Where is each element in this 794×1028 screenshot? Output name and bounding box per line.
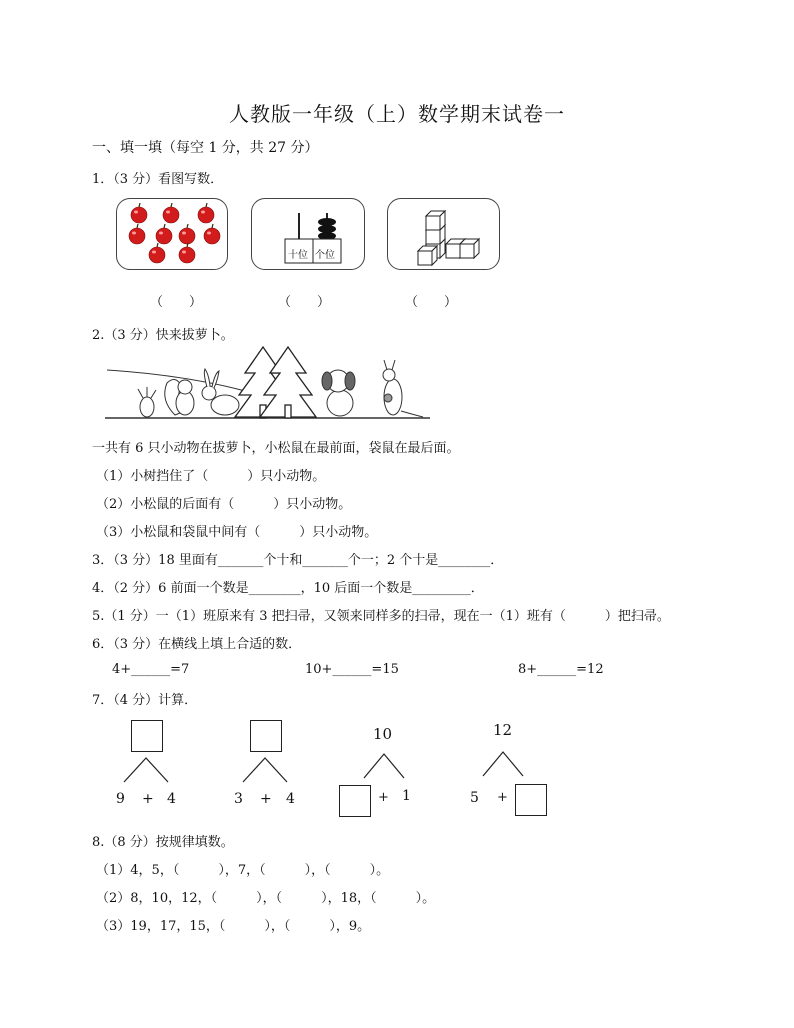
question-2-item-1: （1）小树挡住了（ ）只小动物。 [96, 469, 326, 484]
apple-icon [156, 224, 172, 244]
answer-box[interactable] [250, 720, 282, 752]
cubes-icon [388, 199, 499, 269]
apple-icon [149, 243, 165, 263]
question-2-label: 2.（3 分）快来拔萝卜。 [92, 328, 234, 343]
apple-icon [129, 224, 145, 244]
plus-sign: + [260, 791, 272, 807]
answer-box[interactable] [131, 720, 163, 752]
question-7-label: 7．（4 分）计算． [92, 693, 198, 708]
animals-pulling-radish-illustration [105, 345, 435, 425]
apple-icon [204, 224, 220, 244]
question-3: 3．（3 分）18 里面有_______个十和_______个一；2 个十是________． [92, 553, 504, 568]
radish-icon [138, 387, 156, 417]
apple-icon [179, 224, 195, 244]
equation-3: 8+______=12 [518, 662, 604, 677]
answer-blank-2[interactable]: （ ） [278, 295, 331, 310]
dog-icon [322, 370, 355, 416]
question-8-item-3: （3）19，17，15，（ ），（ ），9。 [96, 919, 371, 934]
question-5: 5.（1 分）一（1）班原来有 3 把扫帚，又领来同样多的扫帚，现在一（1）班有（ ）把扫帚。 [92, 609, 670, 624]
question-8-label: 8.（8 分）按规律填数。 [92, 835, 234, 850]
kangaroo-icon [383, 360, 423, 417]
tens-place-label: 十位 [288, 250, 308, 261]
squirrel-icon [165, 379, 194, 415]
equation-1: 4+______=7 [112, 662, 190, 677]
apple-icons [117, 199, 227, 269]
plus-sign: + [378, 790, 389, 805]
question-6-label: 6．（3 分）在横线上填上合适的数． [92, 637, 302, 652]
abacus-icon [252, 199, 364, 269]
question-8-item-1: （1）4，5，（ ），7，（ ），（ ）。 [96, 863, 390, 878]
apple-icon [179, 243, 195, 263]
bond-left-number: 3 [234, 791, 243, 807]
answer-blank-3[interactable]: （ ） [405, 295, 458, 310]
question-4: 4．（2 分）6 前面一个数是________，10 后面一个数是_________． [92, 581, 484, 596]
answer-blank-1[interactable]: （ ） [150, 295, 203, 310]
ones-place-label: 个位 [315, 250, 335, 261]
bond-right-number: 1 [402, 788, 411, 804]
bond-right-number: 4 [286, 791, 295, 807]
question-1-label: 1．（3 分）看图写数． [92, 172, 224, 187]
apple-icon [198, 203, 214, 223]
bond-top-number: 12 [493, 721, 513, 739]
number-bond-lines [120, 756, 180, 786]
apples-picture [116, 198, 228, 270]
answer-box[interactable] [339, 785, 371, 817]
question-8-item-2: （2）8，10，12，（ ），（ ），18，（ ）。 [96, 891, 436, 906]
number-bond-lines [360, 752, 420, 782]
apple-icon [163, 203, 179, 223]
number-bond-lines [239, 756, 299, 786]
number-bond-lines [479, 750, 539, 780]
question-2-intro: 一共有 6 只小动物在拔萝卜，小松鼠在最前面，袋鼠在最后面。 [92, 441, 460, 456]
question-2-item-3: （3）小松鼠和袋鼠中间有（ ）只小动物。 [96, 525, 378, 540]
tree-icon [235, 347, 316, 418]
plus-sign: + [497, 790, 508, 805]
abacus-picture [251, 198, 365, 270]
bond-right-number: 4 [167, 791, 176, 807]
answer-box[interactable] [515, 784, 547, 816]
plus-sign: + [142, 791, 154, 807]
cubes-picture [387, 198, 500, 270]
page-title: 人教版一年级（上）数学期末试卷一 [229, 102, 565, 126]
apple-icon [131, 203, 147, 223]
bond-left-number: 9 [116, 791, 125, 807]
equation-2: 10+______=15 [305, 662, 399, 677]
question-2-item-2: （2）小松鼠的后面有（ ）只小动物。 [96, 497, 352, 512]
section-heading: 一、填一填（每空 1 分，共 27 分） [92, 140, 319, 156]
rabbit-icon [202, 369, 239, 415]
bond-top-number: 10 [373, 725, 393, 743]
bond-left-number: 5 [470, 790, 479, 806]
